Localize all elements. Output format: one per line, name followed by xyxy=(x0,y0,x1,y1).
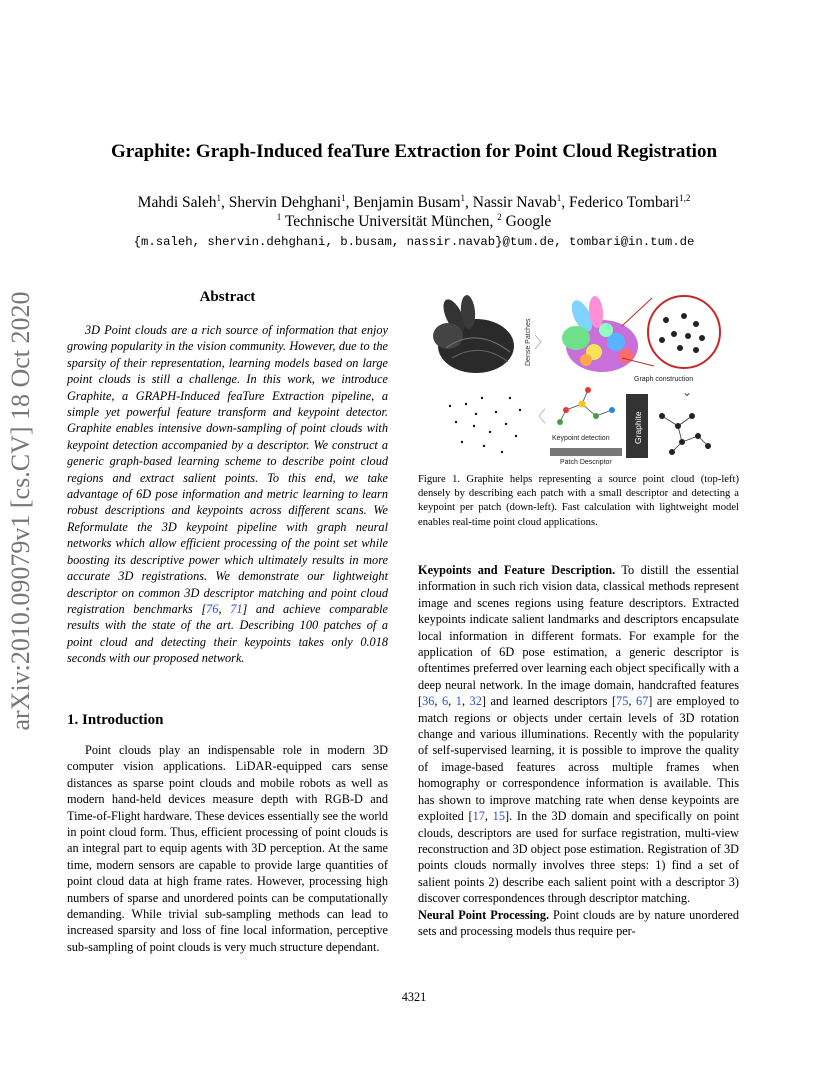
intro-heading: 1. Introduction xyxy=(67,712,164,728)
dense-bunny-image xyxy=(433,294,514,373)
citation-link[interactable]: 76 xyxy=(206,601,219,616)
graph-construction-label: Graph construction xyxy=(634,376,694,383)
citation-link[interactable]: 32 xyxy=(469,694,482,709)
author-name: Mahdi Saleh xyxy=(137,194,217,211)
affil-sup: 1 xyxy=(276,211,282,222)
citation-link[interactable]: 75 xyxy=(616,694,629,709)
figure-caption: Figure 1. Graphite helps representing a source point cloud (top-left) densely by describing each patch with a small descriptor and detecting a keypoint per patch (down-left). Fast calculation with lightweight model enables real-time point cloud applications. xyxy=(418,474,739,528)
citation-link[interactable]: 15 xyxy=(492,809,505,824)
patch-descriptor-bar xyxy=(550,448,622,456)
affiliation: Google xyxy=(501,213,552,230)
colored-bunny-image xyxy=(562,295,638,372)
author-block xyxy=(60,193,768,231)
abstract-body: 3D Point clouds are a rich source of information that enjoy growing popularity in the vision community. However, due to the sparsity of their representation, learning models based on large point clouds is still a challenge. In this work, we introduce Graphite, a GRAPH-Induced feaTure Extraction pipeline, a simple yet powerful feature transform and keypoint detector. Graphite enables intensive down-sampling of point clouds with keypoint detection accompanied by a descriptor. We construct a generic graph-based learning scheme to describe point cloud regions and extract salient points. To this end, we take advantage of 6D pose information and metric learning to learn robust descriptions and keypoints across different scans. We Reformulate the 3D keypoint pipeline with graph neural networks which allow efficient processing of the point set while boosting its descriptive power which ultimately results in more accurate 3D registrations. We demonstrate our lightweight descriptor on common 3D descriptor matching and point cloud registration benchmarks [ xyxy=(67,323,388,616)
right-column-text: Keypoints and Feature Description. To distill the essential information in such rich vision data, classical methods represent image and scenes regions using feature descriptors. Extracted keypoints indicate salient landmarks and descriptors encapsulate local information in different formats. For example for the application of 6D pose estimation, a generic descriptor is oftentimes preferred over learning each object specifically with a deep neural network. In the image domain, handcrafted features [36, 6, 1, 32] and learned descriptors [75, 67] are employed to match regions or objects under certain levels of 3D rotation change and various illuminations. Recently with the popularity of self-supervised learning, it is possible to improve the quality of image-based features across multiple frames when homography or correspondence information is available. This has shown to improve matching rate when dense keypoints are exploited [17, 15]. In the 3D domain and specifically on point clouds, descriptors are used for surface registration, multi-view reconstruction and 3D object pose estimation. Registration of 3D points clouds normally involves three steps: 1) find a set of salient points 2) describe each salient point with a descriptor 3) discover correspondences through descriptor matching. Neural Point Processing. Point clouds are by nature unordered sets and processing models thus require per- xyxy=(418,563,740,938)
author-line xyxy=(60,193,768,212)
affil-sup: 1 xyxy=(460,192,466,203)
author-name: , Federico Tombari xyxy=(561,194,680,211)
patch-descriptor-label: Patch Descriptor xyxy=(560,459,612,466)
arrow-left-icon: 〈 xyxy=(530,407,547,426)
author-name: , Shervin Dehghani xyxy=(220,194,342,211)
citation-link[interactable]: 36 xyxy=(422,694,435,709)
arrow-down-icon: ⌄ xyxy=(682,385,693,399)
arxiv-stamp: arXiv:2010.09079v1 [cs.CV] 18 Oct 2020 xyxy=(6,291,35,731)
section-heading: Neural Point Processing. xyxy=(418,907,550,922)
section-heading: Keypoints and Feature Description. xyxy=(418,563,616,577)
graph-diagram xyxy=(662,416,708,452)
affil-sup: 2 xyxy=(497,211,502,222)
sparse-keypoints xyxy=(449,397,521,453)
affil-sup: 1 xyxy=(556,192,562,203)
affil-sup: 1 xyxy=(341,192,346,203)
dense-patches-label: Dense Patches xyxy=(525,318,532,366)
citation-link[interactable]: 71 xyxy=(230,601,243,616)
author-name: , Nassir Navab xyxy=(465,194,557,211)
separator: , xyxy=(218,601,231,616)
affiliation: Technische Universität München, xyxy=(281,213,498,230)
paragraph-text: To distill the essential information in such rich vision data, classical methods represent image and scenes regions using feature descriptors. Extracted keypoints indicate salient landmarks and descriptors encapsulate local information in different formats. For example for the application of 6D pose estimation, a generic descriptor is oftentimes preferred over learning each object specifically with a deep neural network. In the image domain, handcrafted features [ xyxy=(418,563,739,709)
paragraph-text: ]. In the 3D domain and specifically on point clouds, descriptors are used for surface registration, multi-view reconstruction and 3D object pose estimation. Registration of 3D points clouds normally involves three steps: 1) find a set of salient points 2) describe each salient point with a descriptor 3) discover correspondences through descriptor matching. xyxy=(418,809,740,906)
affiliation-line xyxy=(60,212,768,231)
citation-link[interactable]: 6 xyxy=(442,694,449,709)
arrow-right-icon: 〉 xyxy=(534,333,551,352)
citation-link[interactable]: 17 xyxy=(472,809,485,824)
affil-sup: 1,2 xyxy=(679,192,691,203)
citation-link[interactable]: 1 xyxy=(455,694,462,709)
intro-text: Point clouds play an indispensable role in modern 3D computer vision applications. LiDAR-equipped cars sense distances as sparse point clouds and mobile robots as well as modern hand-held devices measure depth with RGB-D and Time-of-Flight hardware. These devices essentially see the world in point cloud form. Thus, efficient processing of point clouds is an integral part to equip agents with 3D perception. At the same time, modern sensors are capable to provide large quantities of point cloud data at high frame rates. However, processing high numbers of sparse and unordered points can be computationally demanding. While trivial sub-sampling methods can lead to increased sparsity and loss of fine local information, perceptive sub-sampling of point clouds is very much structure dependant. xyxy=(67,743,389,954)
page-number: 4321 xyxy=(401,990,427,1004)
abstract-text xyxy=(67,322,388,667)
paragraph-text: Point clouds are by nature unordered sets and processing models thus require per- xyxy=(418,907,739,938)
paragraph-text: ] are employed to match regions or objects under certain levels of 3D rotation change and various illuminations. Recently with the popularity of self-supervised learning, it is possible to improve the quality of image-based features across multiple frames when homography or correspondence information is available. This has shown to improve matching rate when dense keypoints are exploited [ xyxy=(418,694,739,824)
affil-sup: 1 xyxy=(216,192,221,203)
paragraph-text: ] and learned descriptors [ xyxy=(481,694,617,709)
abstract-body: ] and achieve comparable results with the state of the art. Describing 100 patches of a point cloud and detecting their keypoints takes only 0.018 seconds with our proposed network. xyxy=(67,601,388,666)
graphite-label: Graphite xyxy=(633,411,643,444)
author-name: , Benjamin Busam xyxy=(345,194,461,211)
abstract-heading: Abstract xyxy=(199,289,256,305)
citation-link[interactable]: 67 xyxy=(635,694,649,709)
figure-1 xyxy=(426,286,740,466)
zoom-circle xyxy=(648,296,720,368)
paper-title: Graphite: Graph-Induced feaTure Extraction for Point Cloud Registration xyxy=(110,141,718,162)
author-emails: {m.saleh, shervin.dehghani, b.busam, nassir.navab}@tum.de, tombari@in.tum.de xyxy=(133,235,695,249)
keypoint-graph xyxy=(560,390,612,422)
keypoint-detection-label: Keypoint detection xyxy=(552,435,610,442)
